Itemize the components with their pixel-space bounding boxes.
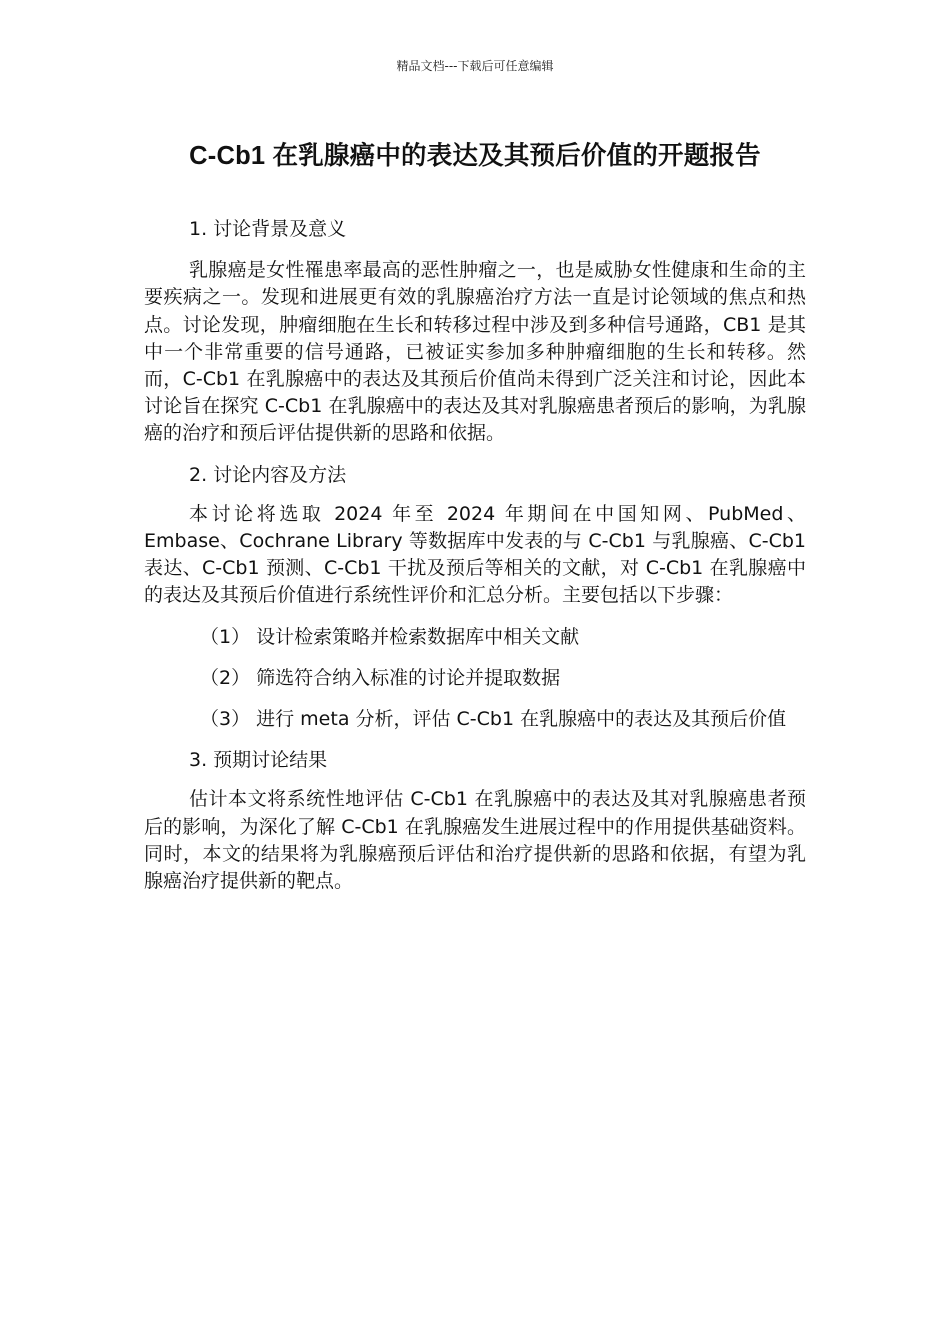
document-body <box>144 216 806 909</box>
section-heading-results: 3. 预期讨论结果 <box>189 749 328 772</box>
section-paragraph-methods: 本讨论将选取 2024 年至 2024 年期间在中国知网、PubMed、Embase、Cochrane Library 等数据库中发表的与 C-Cb1 与乳腺癌、C-Cb1 表达、C-Cb1 预测、C-Cb1 干扰及预后等相关的文献，对 C-Cb1 在乳腺癌中的表达及其预后价值进行系统性评价和汇总分析。主要包括以下步骤： <box>144 502 806 607</box>
method-step-2: （2） 筛选符合纳入标准的讨论并提取数据 <box>200 666 561 689</box>
method-step-3: （3） 进行 meta 分析，评估 C-Cb1 在乳腺癌中的表达及其预后价值 <box>200 708 787 731</box>
document-title: C-Cb1 在乳腺癌中的表达及其预后价值的开题报告 <box>189 142 761 170</box>
section-heading-methods: 2. 讨论内容及方法 <box>189 463 347 486</box>
header-note: 精品文档---下载后可任意编辑 <box>396 59 554 73</box>
section-paragraph-background: 乳腺癌是女性罹患率最高的恶性肿瘤之一，也是威胁女性健康和生命的主要疾病之一。发现和进展更有效的乳腺癌治疗方法一直是讨论领域的焦点和热点。讨论发现，肿瘤细胞在生长和转移过程中涉及到多种信号通路，CB1 是其中一个非常重要的信号通路，已被证实参加多种肿瘤细胞的生长和转移。然而，C-Cb1 在乳腺癌中的表达及其预后价值尚未得到广泛关注和讨论，因此本讨论旨在探究 C-Cb1 在乳腺癌中的表达及其对乳腺癌患者预后的影响，为乳腺癌的治疗和预后评估提供新的思路和依据。 <box>144 259 806 445</box>
section-heading-background: 1. 讨论背景及意义 <box>189 218 347 240</box>
section-paragraph-results: 估计本文将系统性地评估 C-Cb1 在乳腺癌中的表达及其对乳腺癌患者预后的影响，为深化了解 C-Cb1 在乳腺癌发生进展过程中的作用提供基础资料。同时，本文的结果将为乳腺癌预后评估和治疗提供新的思路和依据，有望为乳腺癌治疗提供新的靶点。 <box>144 788 806 893</box>
method-step-1: （1） 设计检索策略并检索数据库中相关文献 <box>200 625 580 648</box>
